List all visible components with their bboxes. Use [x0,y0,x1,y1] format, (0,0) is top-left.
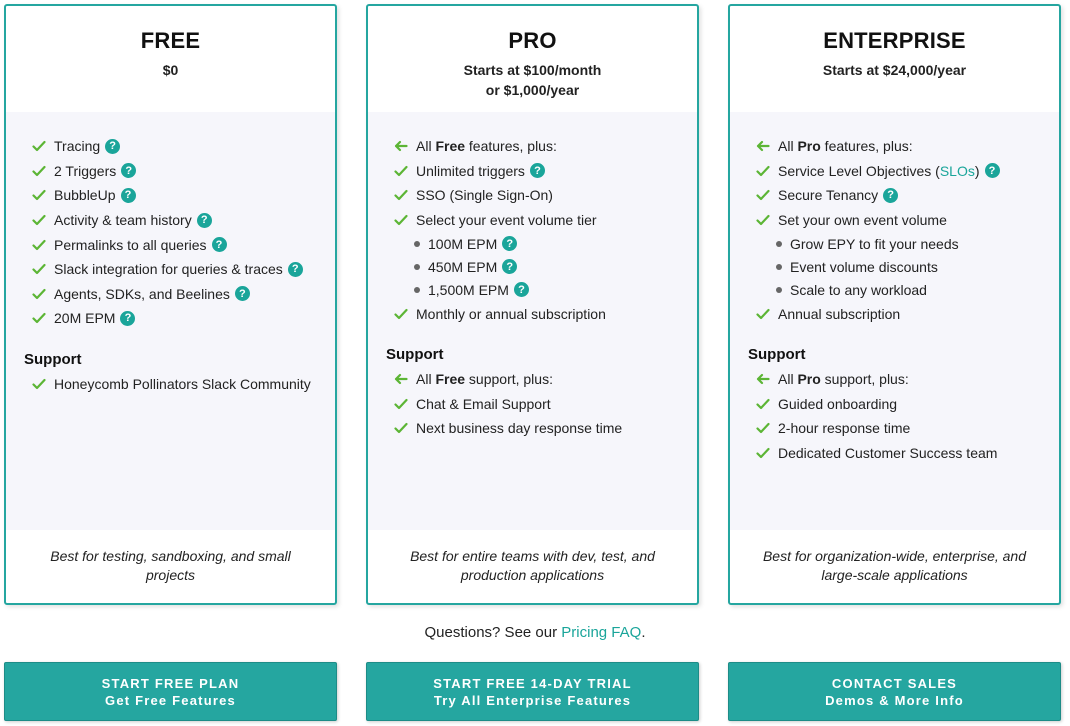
item-text: Scale to any workload [790,281,927,298]
item-text: SSO (Single Sign-On) [416,187,553,204]
item-text: 100M EPM [428,235,498,252]
check-icon [756,165,776,177]
item-text: Annual subscription [778,305,901,322]
list-item [756,208,1059,233]
bold-part: Pro [797,138,821,155]
plan-description: Best for organization-wide, enterprise, and large-scale applications [762,548,1027,583]
text-part: support, plus: [465,371,553,388]
plan-name: PRO [508,28,557,53]
bold-part: Free [435,138,466,155]
list-item [394,278,697,301]
item-text: Dedicated Customer Success team [778,445,998,462]
start-trial-button[interactable] [366,662,699,721]
list-item [32,257,335,282]
item-text: 20M EPM [54,310,116,327]
check-icon [32,239,52,251]
slos-link[interactable]: SLOs [939,162,975,179]
check-icon [32,214,52,226]
bullet-icon [414,287,426,293]
check-icon [394,422,414,434]
text-part: All [778,138,798,155]
help-icon[interactable]: ? [502,236,517,251]
help-icon[interactable]: ? [883,188,898,203]
button-title: CONTACT SALES [831,675,958,691]
item-text: Slack integration for queries & traces [54,261,283,278]
list-item [394,183,697,208]
item-text: Agents, SDKs, and Beelines [54,285,230,302]
help-icon[interactable]: ? [235,286,250,301]
check-icon [756,398,776,410]
check-icon [32,165,52,177]
list-item [756,255,1059,278]
plan-header [6,6,335,112]
plan-card-free [4,4,337,605]
check-icon [394,308,414,320]
list-item [394,159,697,184]
item-text: Grow EPY to fit your needs [790,235,959,252]
support-title: Support [386,345,444,363]
check-icon [394,189,414,201]
help-icon[interactable]: ? [105,139,120,154]
help-icon[interactable]: ? [120,311,135,326]
list-item [756,232,1059,255]
bullet-icon [414,264,426,270]
item-text: Guided onboarding [778,395,898,412]
arrow-left-icon [394,373,414,385]
item-text: Secure Tenancy [778,187,879,204]
item-text: Event volume discounts [790,258,938,275]
faq-suffix: . [641,624,646,641]
pricing-faq-link[interactable]: Pricing FAQ [561,624,642,641]
item-text: 2-hour response time [778,420,911,437]
price-line: or $1,000/year [485,82,580,98]
list-item [756,278,1059,301]
pricing-faq-line [0,624,1070,641]
text-part: All [778,371,798,388]
check-icon [756,447,776,459]
faq-prefix: Questions? See our [424,624,562,641]
text-part: All [416,371,436,388]
price-line: $0 [162,62,179,78]
plan-name: FREE [140,28,201,53]
list-item [394,392,697,417]
arrow-left-icon [756,373,776,385]
text-part: support, plus: [820,371,909,388]
item-text [778,371,909,387]
list-item [32,232,335,257]
bold-part: Pro [797,371,821,388]
check-icon [32,312,52,324]
item-text [778,138,913,154]
help-icon[interactable]: ? [514,282,529,297]
list-item [394,255,697,278]
list-item [394,416,697,441]
item-text: 2 Triggers [54,162,117,179]
item-text: Tracing [54,138,101,155]
list-item [32,159,335,184]
help-icon[interactable]: ? [212,237,227,252]
feature-list [6,112,335,530]
item-text: 450M EPM [428,258,498,275]
list-item [32,282,335,307]
support-title: Support [24,350,82,368]
item-text: Honeycomb Pollinators Slack Community [54,376,311,393]
plan-description: Best for entire teams with dev, test, and production applications [410,548,655,583]
check-icon [32,140,52,152]
check-icon [756,422,776,434]
list-item [756,392,1059,417]
bullet-icon [776,287,788,293]
help-icon[interactable]: ? [121,163,136,178]
list-item [756,159,1059,184]
list-item [756,441,1059,466]
item-text [778,163,980,179]
text-part: features, plus: [820,138,913,155]
help-icon[interactable]: ? [985,163,1000,178]
check-icon [32,288,52,300]
price-line: Starts at $24,000/year [822,62,967,78]
button-subtitle: Try All Enterprise Features [433,692,632,708]
check-icon [756,308,776,320]
item-text: Set your own event volume [778,212,947,229]
plan-price [730,60,1059,80]
item-text [416,371,553,387]
list-item [756,367,1059,392]
list-item [32,372,335,397]
check-icon [394,398,414,410]
text-part: features, plus: [465,138,557,155]
help-icon[interactable]: ? [288,262,303,277]
start-free-plan-button[interactable] [4,662,337,721]
list-item [756,183,1059,208]
check-icon [394,165,414,177]
item-text: Select your event volume tier [416,212,597,229]
list-item [32,208,335,233]
button-title: START FREE 14-DAY TRIAL [433,675,632,691]
check-icon [32,189,52,201]
price-line: Starts at $100/month [463,62,602,78]
list-item [32,183,335,208]
list-item [394,134,697,159]
list-item [756,416,1059,441]
plan-price [6,60,335,80]
list-item [32,306,335,331]
contact-sales-button[interactable] [728,662,1061,721]
item-text: Next business day response time [416,420,623,437]
check-icon [32,263,52,275]
plan-card-pro [366,4,699,605]
bullet-icon [414,241,426,247]
feature-list [368,112,697,530]
text-part: ) [974,162,980,179]
item-text: Chat & Email Support [416,395,551,412]
button-subtitle: Get Free Features [105,692,236,708]
list-item [756,134,1059,159]
item-text: Unlimited triggers [416,162,525,179]
text-part: All [416,138,436,155]
list-item [394,301,697,326]
item-text: Monthly or annual subscription [416,305,606,322]
arrow-left-icon [394,140,414,152]
plan-name: ENTERPRISE [823,28,966,53]
bold-part: Free [435,371,466,388]
item-text: BubbleUp [54,187,116,204]
button-subtitle: Demos & More Info [825,692,964,708]
list-item [394,232,697,255]
check-icon [32,378,52,390]
item-text: Activity & team history [54,212,192,229]
check-icon [756,214,776,226]
plan-price [368,60,697,100]
list-item [756,301,1059,326]
feature-list [730,112,1059,530]
text-part: Service Level Objectives ( [778,162,940,179]
list-item [32,134,335,159]
item-text: 1,500M EPM [428,281,509,298]
item-text: Permalinks to all queries [54,236,207,253]
help-icon[interactable]: ? [530,163,545,178]
list-item [394,367,697,392]
support-title: Support [748,345,806,363]
button-title: START FREE PLAN [101,675,240,691]
check-icon [394,214,414,226]
bullet-icon [776,264,788,270]
bullet-icon [776,241,788,247]
check-icon [756,189,776,201]
plan-description: Best for testing, sandboxing, and small projects [50,548,291,583]
help-icon[interactable]: ? [121,188,136,203]
plan-header [368,6,697,112]
plan-header [730,6,1059,112]
arrow-left-icon [756,140,776,152]
item-text [416,138,557,154]
help-icon[interactable]: ? [502,259,517,274]
plan-card-enterprise [728,4,1061,605]
help-icon[interactable]: ? [197,213,212,228]
list-item [394,208,697,233]
